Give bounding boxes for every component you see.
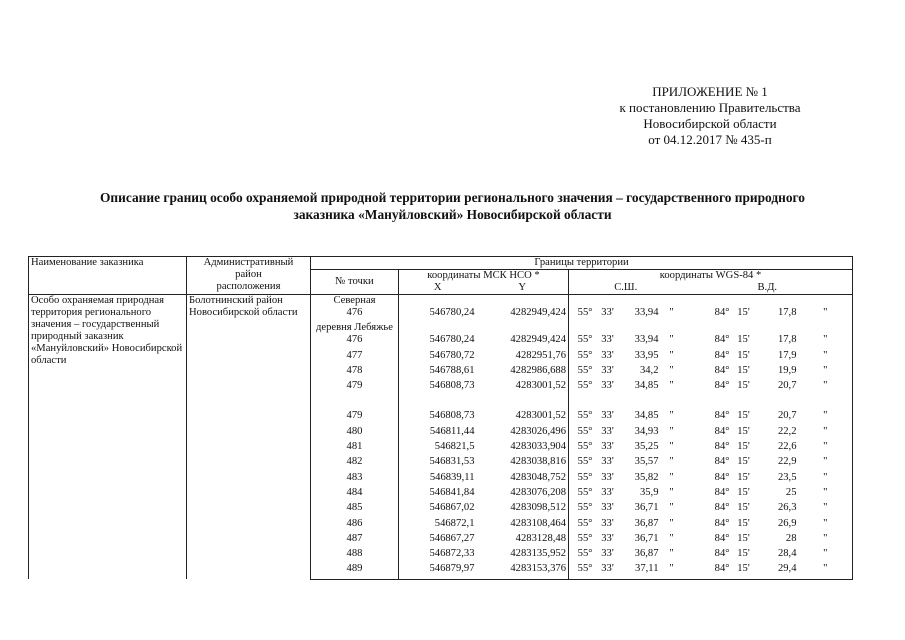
section-label-north: Северная <box>311 295 399 308</box>
lat-seconds: 36,71 <box>634 502 659 514</box>
coord-x: 546808,73 <box>399 410 477 425</box>
coord-y: 4283026,496 <box>477 426 569 441</box>
lon-seconds: 25 <box>785 486 797 498</box>
point-number: 483 <box>311 472 399 487</box>
empty-cell <box>399 395 477 410</box>
coord-y: 4283098,512 <box>477 502 569 517</box>
lat-seconds: 35,9 <box>639 486 659 498</box>
coord-y: 4283001,52 <box>477 410 569 425</box>
lon-seconds: 22,9 <box>777 456 797 468</box>
empty-cell <box>569 322 853 334</box>
lat-minutes: 33' <box>601 307 614 318</box>
header-x: X <box>399 282 477 295</box>
lat-seconds: 33,94 <box>634 307 659 318</box>
lon-degrees: 84° <box>714 456 730 468</box>
lon-degrees: 84° <box>714 334 730 346</box>
lat-degrees: 55° <box>569 518 595 533</box>
empty-cell <box>399 322 477 334</box>
coord-y: 4283076,208 <box>477 487 569 502</box>
coord-y: 4282951,76 <box>477 350 569 365</box>
lon-minutes: 15' <box>737 548 750 560</box>
lat-minutes: 33' <box>601 364 614 376</box>
lat-degrees: 55° <box>569 563 595 579</box>
coord-y: 4283001,52 <box>477 380 569 395</box>
coord-x: 546808,73 <box>399 380 477 395</box>
lon-minutes: 15' <box>737 532 750 544</box>
lat-seconds-mark: " <box>669 441 674 453</box>
coord-x: 546867,27 <box>399 533 477 548</box>
lon-seconds-mark: " <box>799 350 853 365</box>
point-number: 479 <box>311 380 399 395</box>
lat-degrees: 55° <box>569 487 595 502</box>
lat-minutes: 33' <box>601 441 614 453</box>
lat-seconds-mark: " <box>669 517 674 529</box>
lon-minutes: 15' <box>737 502 750 514</box>
lat-degrees: 55° <box>569 410 595 425</box>
title-line: заказника «Мануйловский» Новосибирской области <box>293 207 612 222</box>
lon-minutes: 15' <box>737 364 750 376</box>
empty-cell <box>477 322 569 334</box>
lat-seconds-mark: " <box>669 456 674 468</box>
lon-seconds: 26,3 <box>777 502 797 514</box>
lat-minutes: 33' <box>595 563 621 579</box>
lat-seconds-mark: " <box>669 349 674 361</box>
section-row <box>29 295 853 308</box>
header-admin <box>187 257 311 295</box>
coord-x: 546831,53 <box>399 456 477 471</box>
lon-seconds-mark: " <box>799 487 853 502</box>
lat-seconds-mark: " <box>669 486 674 498</box>
header-name-empty <box>29 282 187 295</box>
empty-cell <box>311 395 399 410</box>
section-label-village: деревня Лебяжье <box>311 322 399 334</box>
lat-degrees: 55° <box>569 472 595 487</box>
admin-district-cell: Болотнинский район Новосибирской области <box>187 295 311 580</box>
coord-y: 4283033,904 <box>477 441 569 456</box>
coord-x: 546879,97 <box>399 563 477 579</box>
lon-degrees: 84° <box>714 425 730 437</box>
lat-seconds: 35,57 <box>634 456 659 468</box>
empty-cell <box>569 395 853 410</box>
lat-seconds: 34,2 <box>639 364 659 376</box>
lon-degrees: 84° <box>714 307 730 318</box>
lon-degrees: 84° <box>714 380 730 392</box>
lon-degrees: 84° <box>714 364 730 376</box>
lon-seconds: 17,8 <box>777 334 797 346</box>
point-number: 480 <box>311 426 399 441</box>
lon-degrees: 84° <box>714 532 730 544</box>
coord-x: 546839,11 <box>399 472 477 487</box>
coord-x: 546872,33 <box>399 548 477 563</box>
coord-x: 546788,61 <box>399 365 477 380</box>
lon-seconds-mark: " <box>799 426 853 441</box>
lat-seconds: 34,85 <box>634 410 659 422</box>
lat-seconds-mark: " <box>669 471 674 483</box>
lon-seconds: 17,8 <box>777 307 797 318</box>
header-admin-line: Административный <box>203 257 294 268</box>
coord-y: 4283038,816 <box>477 456 569 471</box>
lat-minutes: 33' <box>601 502 614 514</box>
header-admin-line: район <box>235 269 262 280</box>
header-y: Y <box>477 282 569 295</box>
lon-minutes: 15' <box>737 441 750 453</box>
point-number: 486 <box>311 518 399 533</box>
boundary-table <box>28 256 853 580</box>
coord-y: 4282949,424 <box>477 307 569 322</box>
lon-seconds-mark: " <box>799 533 853 548</box>
lat-seconds-mark: " <box>661 563 683 579</box>
coord-y: 4283153,376 <box>477 563 569 579</box>
coord-x: 546872,1 <box>399 518 477 533</box>
lon-seconds: 28,4 <box>777 548 797 560</box>
lon-seconds-mark: " <box>799 502 853 517</box>
lon-seconds: 23,5 <box>777 471 797 483</box>
lon-seconds-mark: " <box>799 548 853 563</box>
header-point: № точки <box>311 270 399 295</box>
lon-minutes: 15' <box>737 456 750 468</box>
coord-x: 546780,24 <box>399 307 477 322</box>
point-number: 488 <box>311 548 399 563</box>
lat-seconds-mark: " <box>669 548 674 560</box>
lon-degrees: 84° <box>683 563 732 579</box>
lon-seconds-mark: " <box>799 472 853 487</box>
lon-minutes: 15' <box>737 410 750 422</box>
lat-minutes: 33' <box>601 380 614 392</box>
lat-minutes: 33' <box>601 486 614 498</box>
lon-seconds: 29,4 <box>756 563 799 579</box>
header-admin-line: расположения <box>216 281 281 292</box>
coord-x: 546780,24 <box>399 334 477 349</box>
point-number: 476 <box>311 334 399 349</box>
empty-cell <box>477 395 569 410</box>
lat-minutes: 33' <box>601 517 614 529</box>
coord-x: 546841,84 <box>399 487 477 502</box>
coord-y: 4283128,48 <box>477 533 569 548</box>
lat-degrees: 55° <box>569 548 595 563</box>
lat-minutes: 33' <box>601 548 614 560</box>
point-number: 481 <box>311 441 399 456</box>
lat-seconds: 35,25 <box>634 441 659 453</box>
appendix-title: ПРИЛОЖЕНИЕ № 1 <box>652 84 768 99</box>
title-line: Описание границ особо охраняемой природной территории регионального значения – государственного природного <box>100 190 805 205</box>
header-name: Наименование заказника <box>29 257 187 283</box>
lat-degrees: 55° <box>569 365 595 380</box>
lon-degrees: 84° <box>714 502 730 514</box>
lon-seconds-mark: " <box>799 410 853 425</box>
coord-y: 4282986,688 <box>477 365 569 380</box>
lon-seconds: 22,2 <box>777 425 797 437</box>
coord-x: 546780,72 <box>399 350 477 365</box>
lat-seconds-mark: " <box>669 502 674 514</box>
lat-seconds: 36,87 <box>634 517 659 529</box>
header-msk: координаты МСК НСО * <box>399 270 569 283</box>
coord-x: 546821,5 <box>399 441 477 456</box>
lat-seconds-mark: " <box>669 380 674 392</box>
lat-minutes: 33' <box>601 349 614 361</box>
lat-degrees: 55° <box>569 426 595 441</box>
lat-seconds: 37,11 <box>621 563 661 579</box>
lat-degrees: 55° <box>569 334 595 349</box>
header-borders: Границы территории <box>311 257 853 270</box>
lat-degrees: 55° <box>569 502 595 517</box>
empty-cell <box>399 295 477 308</box>
lat-seconds: 36,87 <box>634 548 659 560</box>
lon-minutes: 15' <box>737 486 750 498</box>
lon-seconds: 26,9 <box>777 517 797 529</box>
empty-cell <box>569 295 853 308</box>
point-number: 484 <box>311 487 399 502</box>
appendix-date: от 04.12.2017 № 435-п <box>648 132 772 147</box>
appendix-line: Новосибирской области <box>643 116 777 131</box>
header-wgs: координаты WGS-84 * <box>569 270 853 283</box>
lon-seconds: 19,9 <box>777 364 797 376</box>
lat-seconds: 34,85 <box>634 380 659 392</box>
lon-seconds-mark: " <box>799 365 853 380</box>
empty-cell <box>477 295 569 308</box>
lon-degrees: 84° <box>714 548 730 560</box>
lat-degrees: 55° <box>569 350 595 365</box>
lat-seconds-mark: " <box>669 307 674 318</box>
lat-degrees: 55° <box>569 380 595 395</box>
lon-seconds-mark: " <box>799 563 853 579</box>
lat-seconds-mark: " <box>669 364 674 376</box>
header-lon: В.Д. <box>683 282 853 295</box>
point-number: 476 <box>311 307 399 322</box>
lon-seconds: 20,7 <box>777 380 797 392</box>
lon-minutes: 15' <box>737 349 750 361</box>
lon-seconds-mark: " <box>799 380 853 395</box>
coord-y: 4283135,952 <box>477 548 569 563</box>
lat-minutes: 33' <box>601 456 614 468</box>
lon-minutes: 15' <box>737 380 750 392</box>
point-number: 479 <box>311 410 399 425</box>
lon-degrees: 84° <box>714 441 730 453</box>
lon-degrees: 84° <box>714 349 730 361</box>
lon-degrees: 84° <box>714 486 730 498</box>
lat-seconds: 35,82 <box>634 471 659 483</box>
lat-seconds-mark: " <box>669 410 674 422</box>
point-number: 489 <box>311 563 399 579</box>
appendix-header <box>560 84 860 148</box>
coord-x: 546811,44 <box>399 426 477 441</box>
coord-y: 4283048,752 <box>477 472 569 487</box>
lat-seconds-mark: " <box>669 425 674 437</box>
lon-seconds: 22,6 <box>777 441 797 453</box>
lon-seconds: 20,7 <box>777 410 797 422</box>
point-number: 478 <box>311 365 399 380</box>
lat-seconds-mark: " <box>669 532 674 544</box>
lon-seconds-mark: " <box>799 441 853 456</box>
lon-minutes: 15' <box>737 517 750 529</box>
lat-minutes: 33' <box>601 425 614 437</box>
lat-minutes: 33' <box>601 334 614 346</box>
coord-x: 546867,02 <box>399 502 477 517</box>
lat-seconds: 33,94 <box>634 334 659 346</box>
lat-degrees: 55° <box>569 456 595 471</box>
lon-seconds-mark: " <box>799 334 853 349</box>
lat-minutes: 33' <box>601 471 614 483</box>
lat-seconds: 34,93 <box>634 425 659 437</box>
lat-degrees: 55° <box>569 307 595 322</box>
point-number: 485 <box>311 502 399 517</box>
lon-seconds: 28 <box>785 532 797 544</box>
lat-seconds: 36,71 <box>634 532 659 544</box>
lon-minutes: 15' <box>737 425 750 437</box>
lat-seconds: 33,95 <box>634 349 659 361</box>
lon-minutes: 15' <box>737 334 750 346</box>
point-number: 477 <box>311 350 399 365</box>
reserve-name-cell: Особо охраняемая природная территория регионального значения – государственный природный заказник «Мануйловский» Новосибирской области <box>29 295 187 580</box>
lon-minutes: 15' <box>737 471 750 483</box>
lat-degrees: 55° <box>569 441 595 456</box>
lon-seconds-mark: " <box>799 307 853 322</box>
coord-y: 4283108,464 <box>477 518 569 533</box>
point-number: 487 <box>311 533 399 548</box>
lon-minutes: 15' <box>737 307 750 318</box>
lon-degrees: 84° <box>714 410 730 422</box>
lon-degrees: 84° <box>714 517 730 529</box>
document-title <box>20 189 885 223</box>
lat-minutes: 33' <box>601 532 614 544</box>
lon-seconds: 17,9 <box>777 349 797 361</box>
point-number: 482 <box>311 456 399 471</box>
lon-seconds-mark: " <box>799 456 853 471</box>
lon-degrees: 84° <box>714 471 730 483</box>
lat-minutes: 33' <box>601 410 614 422</box>
lat-degrees: 55° <box>569 533 595 548</box>
coord-y: 4282949,424 <box>477 334 569 349</box>
header-lat: С.Ш. <box>569 282 683 295</box>
lon-minutes: 15' <box>732 563 756 579</box>
appendix-line: к постановлению Правительства <box>619 100 801 115</box>
lat-seconds-mark: " <box>669 334 674 346</box>
lon-seconds-mark: " <box>799 518 853 533</box>
